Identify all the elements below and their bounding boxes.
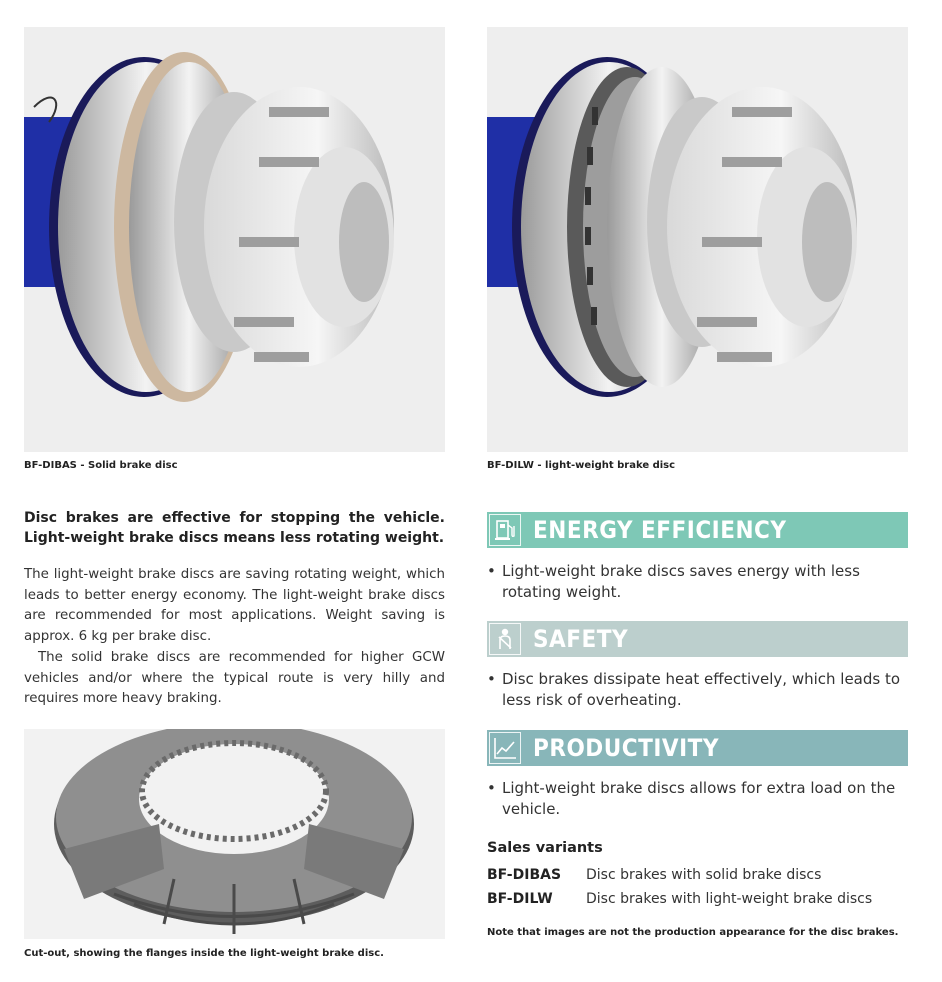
- productivity-bullet: • Light-weight brake discs allows for extra load on the vehicle.: [487, 779, 896, 818]
- image-disclaimer-note: Note that images are not the production appearance for the disc brakes.: [487, 927, 899, 938]
- light-weight-brake-disc-photo: [487, 27, 908, 452]
- intro-paragraph-1: The light-weight brake discs are saving rotating weight, which leads to better energy economy. The light-weight brake discs are recommended for most applications. Weight saving is approx. 6 kg per brake disc.: [24, 567, 445, 644]
- solid-brake-disc-photo: [24, 27, 445, 452]
- safety-bullet: • Disc brakes dissipate heat effectively, which leads to less risk of overheating.: [487, 670, 901, 709]
- productivity-band: [487, 730, 908, 766]
- sales-variants-heading: Sales variants: [487, 840, 603, 856]
- line-chart-icon: [489, 732, 521, 764]
- cut-out-caption: Cut-out, showing the flanges inside the light-weight brake disc.: [24, 948, 384, 959]
- safety-title: SAFETY: [533, 625, 629, 653]
- cut-out-disc-photo: [24, 729, 445, 939]
- seatbelt-icon: [489, 623, 521, 655]
- energy-efficiency-bullet: • Light-weight brake discs saves energy with less rotating weight.: [487, 562, 860, 601]
- variant-code: BF-DILW: [487, 891, 553, 907]
- energy-efficiency-title: ENERGY EFFICIENCY: [533, 516, 787, 544]
- intro-paragraph-2: The solid brake discs are recommended for higher GCW vehicles and/or where the typical route is very hilly and requires more heavy braking.: [24, 650, 445, 706]
- solid-disc-caption: BF-DIBAS - Solid brake disc: [24, 460, 178, 471]
- safety-band: [487, 621, 908, 657]
- variant-code: BF-DIBAS: [487, 867, 562, 883]
- productivity-title: PRODUCTIVITY: [533, 734, 719, 762]
- intro-lead: Disc brakes are effective for stopping the vehicle. Light-weight brake discs means less rotating weight.: [24, 510, 445, 546]
- fuel-pump-icon: [489, 514, 521, 546]
- variant-description: Disc brakes with solid brake discs: [586, 867, 822, 883]
- energy-efficiency-band: [487, 512, 908, 548]
- light-weight-disc-caption: BF-DILW - light-weight brake disc: [487, 460, 676, 471]
- variant-description: Disc brakes with light-weight brake discs: [586, 891, 873, 907]
